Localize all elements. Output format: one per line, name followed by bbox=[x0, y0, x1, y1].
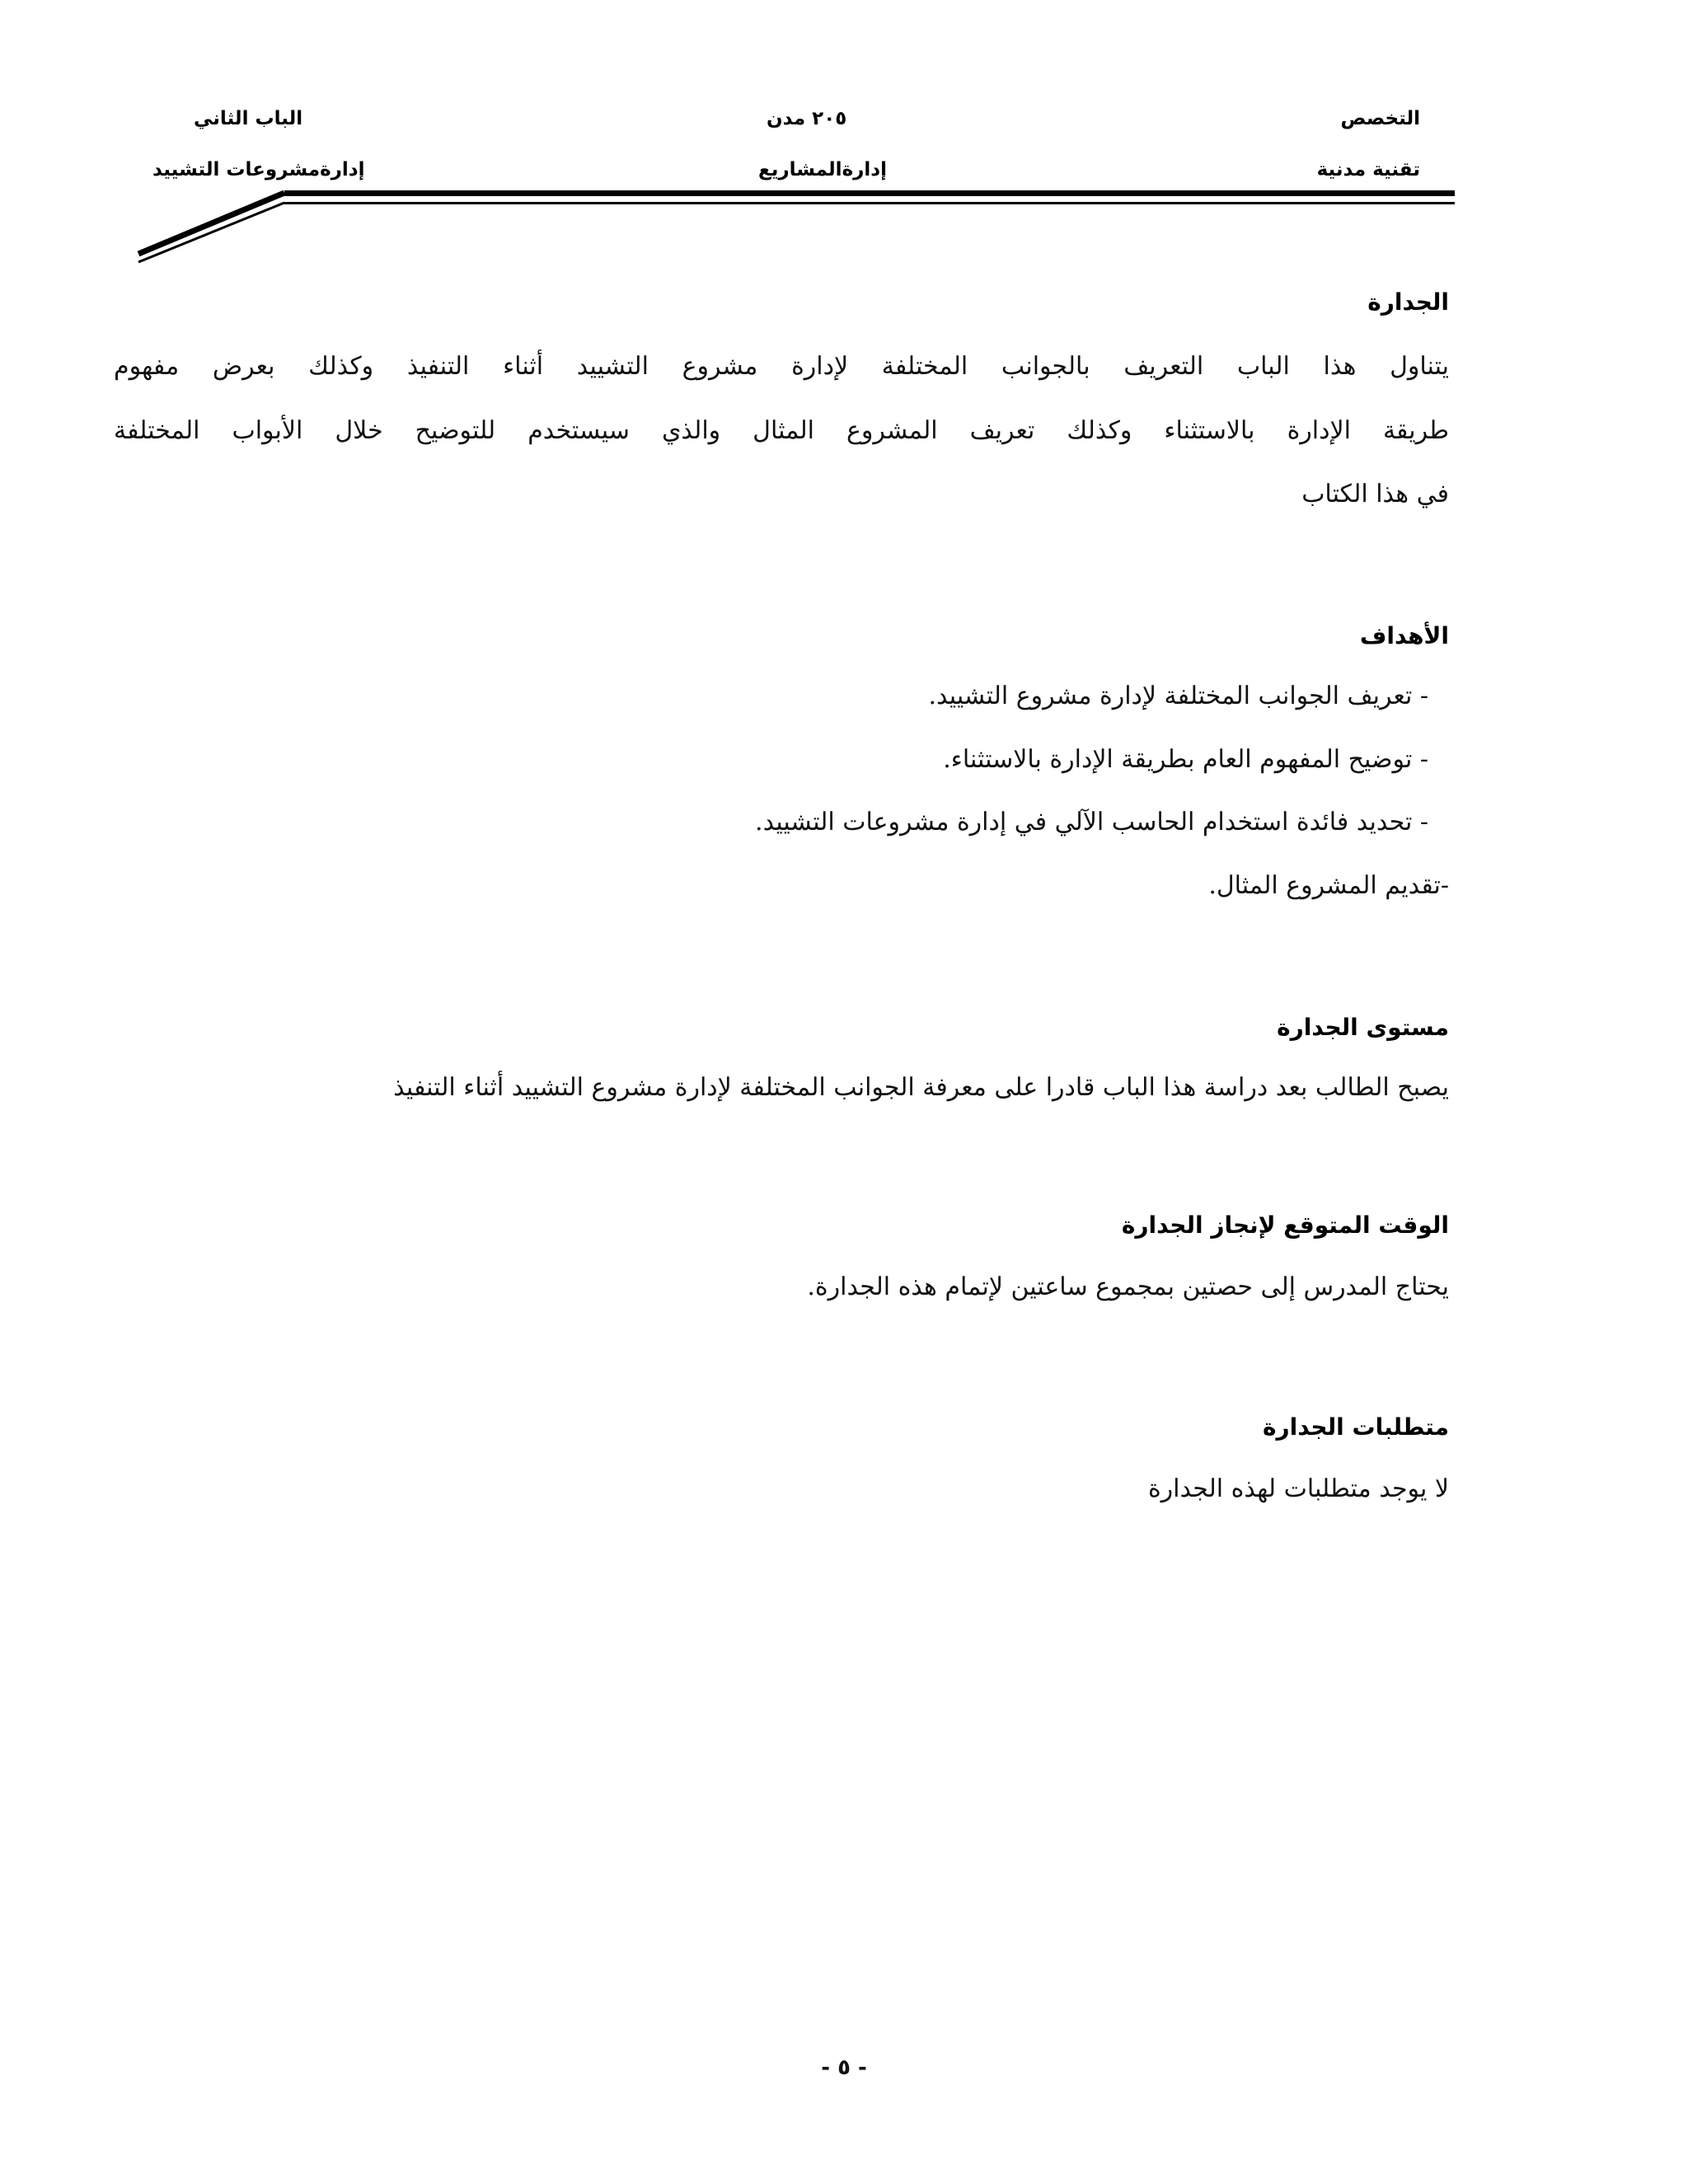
header-rule bbox=[0, 0, 1688, 280]
requirements-text: لا يوجد متطلبات لهذه الجدارة bbox=[1147, 1474, 1449, 1503]
objectives-heading: الأهداف bbox=[1359, 622, 1449, 649]
header-chapter-title: إدارةمشروعات التشييد bbox=[152, 159, 365, 180]
objective-item-1: - تعريف الجوانب المختلفة لإدارة مشروع التشييد. bbox=[928, 682, 1428, 710]
competency-line-3: في هذا الكتاب bbox=[1301, 480, 1449, 509]
header-course-code: ٢٠٥ مدن bbox=[767, 108, 847, 129]
header-chapter-label: الباب الثاني bbox=[194, 108, 303, 129]
level-text: يصبح الطالب بعد دراسة هذا الباب قادرا على معرفة الجوانب المختلفة لإدارة مشروع التشييد أثناء التنفيذ bbox=[393, 1073, 1449, 1102]
requirements-heading: متطلبات الجدارة bbox=[1262, 1413, 1449, 1441]
time-text: يحتاج المدرس إلى حصتين بمجموع ساعتين لإتمام هذه الجدارة. bbox=[807, 1272, 1449, 1301]
objective-item-3: - تحديد فائدة استخدام الحاسب الآلي في إدارة مشروعات التشييد. bbox=[755, 808, 1428, 837]
time-heading: الوقت المتوقع لإنجاز الجدارة bbox=[1121, 1212, 1449, 1239]
objective-item-2: - توضيح المفهوم العام بطريقة الإدارة بالاستثناء. bbox=[943, 745, 1428, 774]
level-heading: مستوى الجدارة bbox=[1277, 1014, 1449, 1041]
page-number: - ٥ - bbox=[821, 2055, 867, 2080]
header-course-name: إدارةالمشاريع bbox=[758, 159, 887, 180]
header-specialty-label: التخصص bbox=[1340, 108, 1420, 129]
competency-line-1: يتناول هذا الباب التعريف بالجوانب المختلفة لإدارة مشروع التشييد أثناء التنفيذ وكذلك بعرض مفهوم bbox=[114, 352, 1449, 381]
header-specialty-value: تقنية مدنية bbox=[1316, 159, 1420, 180]
competency-heading: الجدارة bbox=[1367, 288, 1449, 316]
competency-line-2: طريقة الإدارة بالاستثناء وكذلك تعريف المشروع المثال والذي سيستخدم للتوضيح خلال الأبواب المختلفة bbox=[114, 416, 1449, 445]
objective-item-4: -تقديم المشروع المثال. bbox=[1208, 871, 1449, 900]
